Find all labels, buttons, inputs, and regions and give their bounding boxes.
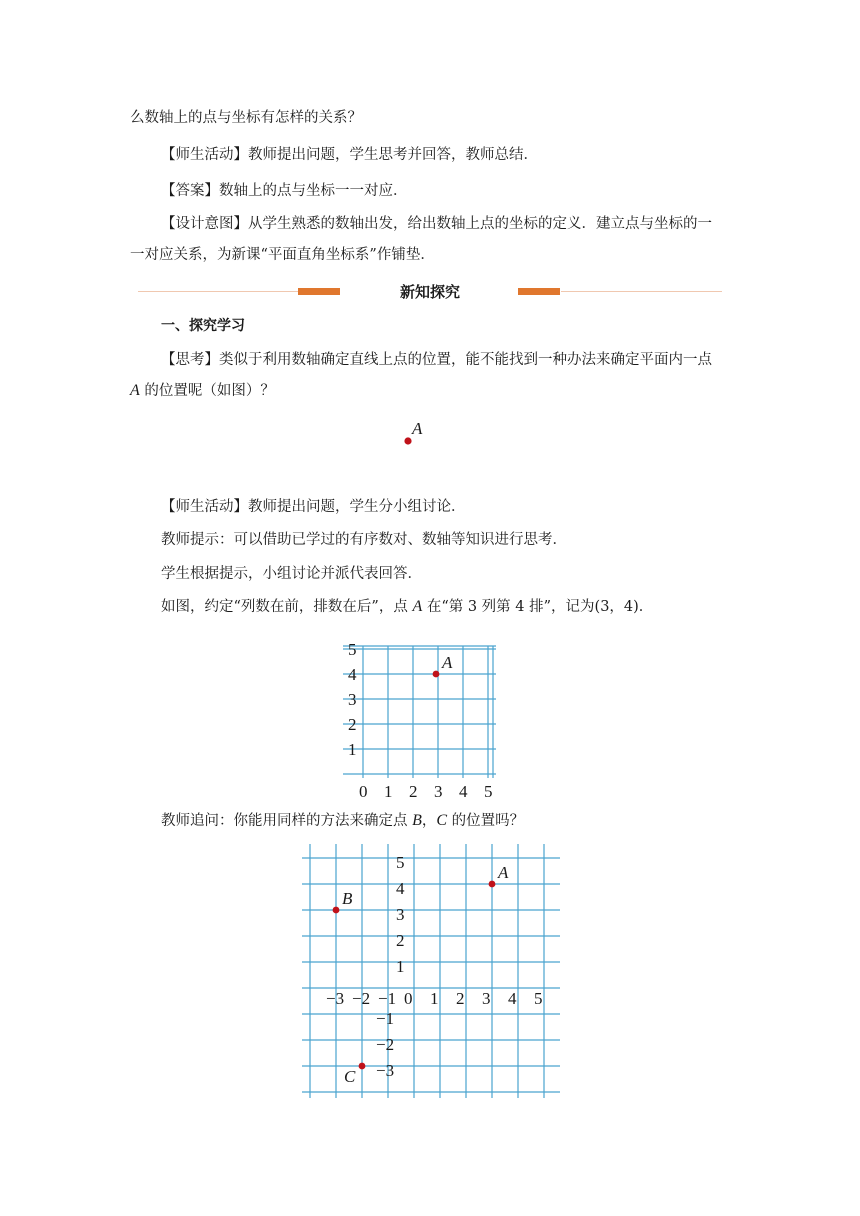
- answer-paragraph: [161, 181, 408, 201]
- y-tick-label: 1: [396, 957, 405, 976]
- x-tick-label: 0: [359, 782, 368, 801]
- x-tick-label: 4: [508, 989, 517, 1008]
- y-tick-label: 5: [396, 853, 405, 872]
- heading-explore: 一、探究学习: [161, 318, 245, 334]
- x-tick-label: −1: [378, 989, 397, 1008]
- teacher-student-activity-2: [161, 497, 466, 517]
- convention-paragraph: 如图，约定“列数在前，排数在后”，点 A 在“第 3 列第 4 排”，记为(3，4)．: [161, 598, 654, 615]
- y-tick-label: 3: [396, 905, 405, 924]
- label: 【设计意图】: [161, 216, 248, 232]
- var-a: A: [412, 598, 423, 615]
- x-tick-label: 1: [430, 989, 439, 1008]
- point-a-label: A: [498, 863, 509, 882]
- label: 【思考】: [161, 352, 219, 368]
- text: 教师提出问题，学生思考并回答，教师总结．: [248, 147, 538, 163]
- y-tick-label: −2: [376, 1035, 395, 1054]
- point-a-label: A: [442, 653, 453, 672]
- point-b-label: B: [342, 889, 353, 908]
- x-tick-label: −2: [352, 989, 371, 1008]
- x-tick-label: 0: [404, 989, 413, 1008]
- y-tick-label: 1: [348, 740, 357, 759]
- point-c-dot: [359, 1063, 366, 1070]
- x-tick-label: 4: [459, 782, 468, 801]
- text: 数轴上的点与坐标一一对应．: [219, 183, 408, 199]
- label: 【师生活动】: [161, 147, 248, 163]
- section-title: 新知探究: [399, 283, 460, 301]
- x-tick-label: 5: [484, 782, 493, 801]
- follow-up-question: 教师追问：你能用同样的方法来确定点 B，C 的位置吗？: [161, 812, 525, 829]
- point-a-dot: [404, 437, 411, 444]
- text: 类似于利用数轴确定直线上点的位置，能不能找到一种办法来确定平面内一点: [219, 352, 712, 368]
- para-continuation: 么数轴上的点与坐标有怎样的关系？: [130, 110, 362, 126]
- point-b-dot: [333, 907, 340, 914]
- var-c: C: [436, 812, 448, 829]
- x-tick-label: 2: [456, 989, 465, 1008]
- design-intent-line1: [161, 214, 712, 234]
- figure-point-a: [398, 416, 438, 456]
- y-tick-label: 4: [348, 665, 357, 684]
- design-intent-line2: 一对应关系，为新课“平面直角坐标系”作铺垫．: [130, 247, 435, 263]
- label: 【答案】: [161, 183, 219, 199]
- y-tick-label: −1: [376, 1009, 395, 1028]
- y-tick-label: 5: [348, 640, 357, 659]
- teacher-hint: 教师提示：可以借助已学过的有序数对、数轴等知识进行思考．: [161, 532, 567, 548]
- student-response: 学生根据提示，小组讨论并派代表回答．: [161, 566, 422, 582]
- y-tick-label: 2: [396, 931, 405, 950]
- point-a-label: A: [412, 419, 423, 438]
- x-tick-label: 5: [534, 989, 543, 1008]
- text: 从学生熟悉的数轴出发，给出数轴上点的坐标的定义．建立点与坐标的一: [248, 216, 712, 232]
- grid-figure-quadrant: [343, 640, 503, 800]
- x-tick-label: 1: [384, 782, 393, 801]
- y-tick-label: −3: [376, 1061, 395, 1080]
- x-tick-label: −3: [326, 989, 345, 1008]
- y-tick-label: 3: [348, 690, 357, 709]
- point-a-dot: [433, 671, 440, 678]
- section-divider: [138, 282, 722, 302]
- label: 【师生活动】: [161, 499, 248, 515]
- var-b: B: [412, 812, 422, 829]
- y-tick-label: 2: [348, 715, 357, 734]
- point-a-dot: [489, 881, 496, 888]
- x-tick-label: 3: [434, 782, 443, 801]
- y-tick-label: 4: [396, 879, 405, 898]
- think-line1: [161, 350, 712, 370]
- var-a: A: [130, 382, 140, 399]
- teacher-student-activity-1: [161, 145, 538, 165]
- x-tick-label: 2: [409, 782, 418, 801]
- point-c-label: C: [344, 1067, 356, 1086]
- text: 教师提出问题，学生分小组讨论．: [248, 499, 466, 515]
- grid-figure-coordinate-plane: [298, 842, 568, 1102]
- think-line2: A 的位置呢（如图）？: [130, 382, 275, 399]
- x-tick-label: 3: [482, 989, 491, 1008]
